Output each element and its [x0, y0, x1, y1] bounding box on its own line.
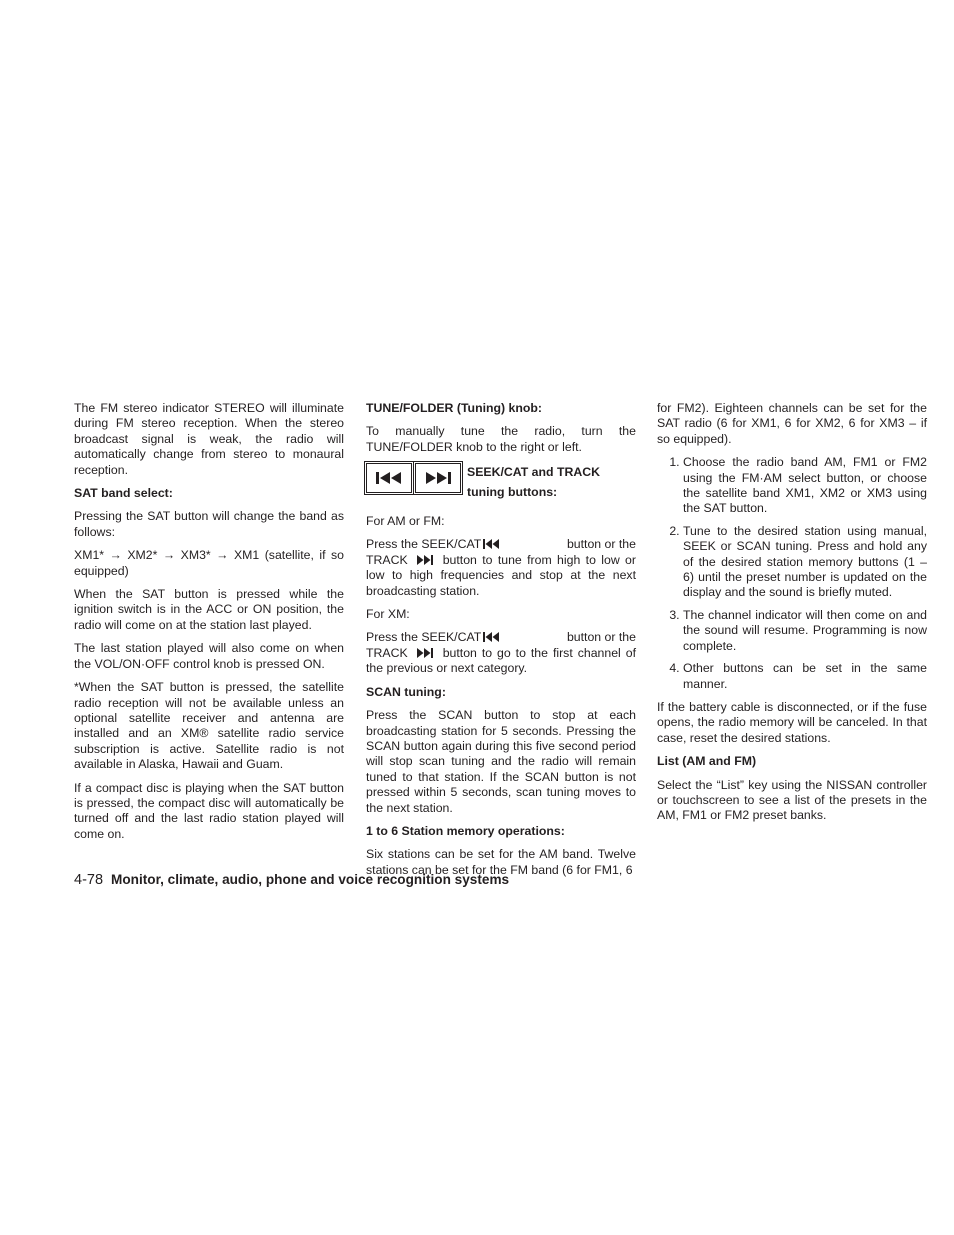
scan-tuning-heading: SCAN tuning:	[366, 684, 446, 699]
am-fm-press-line	[366, 537, 636, 552]
last-station-paragraph: The last station played will also come on when the VOL/ON·OFF control knob is pressed ON.	[74, 641, 344, 671]
fm-stereo-paragraph: The FM stereo indicator STEREO will illuminate during FM stereo reception. When the stereo broadcast signal is weak, the radio will automatically change from stereo to monaural reception.	[74, 401, 344, 477]
press-seek-label: Press the SEEK/CAT	[366, 537, 482, 552]
skip-back-icon	[483, 539, 500, 549]
skip-forward-icon	[416, 555, 433, 565]
skip-back-icon	[375, 472, 403, 484]
am-fm-seek-paragraph	[366, 537, 636, 599]
sat-band-heading: SAT band select:	[74, 486, 173, 501]
track-text	[366, 553, 443, 567]
page-footer	[74, 872, 509, 888]
am-fm-rest-text: button to tune from high to low or low to high frequencies and stop at the next broadcasting station.	[366, 552, 636, 598]
track-label: TRACK	[366, 645, 408, 660]
track-forward-button-illustration	[415, 463, 461, 493]
track-text	[366, 646, 443, 660]
press-seek-text	[366, 537, 502, 552]
section-title: Monitor, climate, audio, phone and voice recognition systems	[111, 872, 510, 887]
button-or-the-text: button or the	[566, 630, 636, 645]
list-item: 3. The channel indicator will then come on and the sound will resume. Programming is now complete.	[683, 608, 927, 654]
press-seek-text	[366, 630, 502, 645]
button-or-the-text: button or the	[566, 537, 636, 552]
memory-steps-list	[657, 455, 927, 692]
sat-band-sequence: XM1* → XM2* → XM3* → XM1 (satellite, if so equipped)	[74, 548, 344, 578]
column-left	[74, 401, 344, 850]
column-middle	[366, 401, 636, 886]
list-paragraph: Select the “List” key using the NISSAN controller or touchscreen to see a list of the presets in the AM, FM1 or FM2 preset banks.	[657, 777, 927, 823]
sat-ignition-paragraph: When the SAT button is pressed while the ignition switch is in the ACC or ON position, the radio will come on at the station last played.	[74, 587, 344, 632]
xm-press-line	[366, 630, 636, 645]
xm-rest-text: button to go to the first channel of the previous or next category.	[366, 645, 636, 676]
seek-track-buttons-row	[366, 463, 636, 500]
xm-label: For XM:	[366, 607, 410, 622]
list-heading: List (AM and FM)	[657, 754, 757, 769]
seek-track-heading-line2: tuning buttons:	[467, 484, 558, 499]
compact-disc-paragraph: If a compact disc is playing when the SAT button is pressed, the compact disc will automatically be turned off and the last radio station played will come on.	[74, 780, 344, 841]
scan-tuning-paragraph: Press the SCAN button to stop at each broadcasting station for 5 seconds. Pressing the SCAN button again during this five second period will stop scan tuning and the radio will remain tuned to that station. If the SCAN button is not pressed within 5 seconds, scan tuning moves to the next station.	[366, 708, 636, 815]
station-memory-heading: 1 to 6 Station memory operations:	[366, 823, 565, 838]
skip-forward-icon	[424, 472, 452, 484]
list-item: 2. Tune to the desired station using manual, SEEK or SCAN tuning. Press and hold any of the desired station memory buttons (1 – 6) until the preset number is updated on the display and the sound is briefly muted.	[683, 524, 927, 601]
skip-forward-icon	[416, 648, 433, 658]
seek-track-heading-line1: SEEK/CAT and TRACK	[467, 465, 600, 480]
seek-back-button-illustration	[366, 463, 412, 493]
station-memory-paragraph: Six stations can be set for the AM band. Twelve stations can be set for the FM band (6 for FM1, 6	[366, 847, 636, 877]
am-fm-label: For AM or FM:	[366, 514, 445, 529]
battery-paragraph: If the battery cable is disconnected, or if the fuse opens, the radio memory will be canceled. In that case, reset the desired stations.	[657, 699, 927, 745]
press-seek-label: Press the SEEK/CAT	[366, 630, 482, 645]
xm-seek-paragraph	[366, 630, 636, 676]
sat-note-paragraph: *When the SAT button is pressed, the satellite radio reception will not be available unless an optional satellite receiver and antenna are installed and an XM® satellite radio service subscription is active. Satellite radio is not available in Alaska, Hawaii and Guam.	[74, 680, 344, 772]
seek-track-heading	[467, 465, 600, 500]
skip-back-icon	[483, 632, 500, 642]
page-number: 4-78	[74, 872, 104, 888]
sat-band-paragraph: Pressing the SAT button will change the band as follows:	[74, 509, 344, 539]
list-item: 1. Choose the radio band AM, FM1 or FM2 using the FM·AM select button, or choose the satellite band XM1, XM2 or XM3 using the SAT button.	[683, 455, 927, 517]
tune-folder-paragraph: To manually tune the radio, turn the TUNE/FOLDER knob to the right or left.	[366, 424, 636, 454]
track-label: TRACK	[366, 552, 408, 567]
column-right	[657, 401, 927, 832]
tune-folder-heading: TUNE/FOLDER (Tuning) knob:	[366, 401, 542, 415]
station-memory-continued: for FM2). Eighteen channels can be set for the SAT radio (6 for XM1, 6 for XM2, 6 for XM3 – if so equipped).	[657, 401, 927, 446]
list-item: 4. Other buttons can be set in the same manner.	[683, 661, 927, 692]
